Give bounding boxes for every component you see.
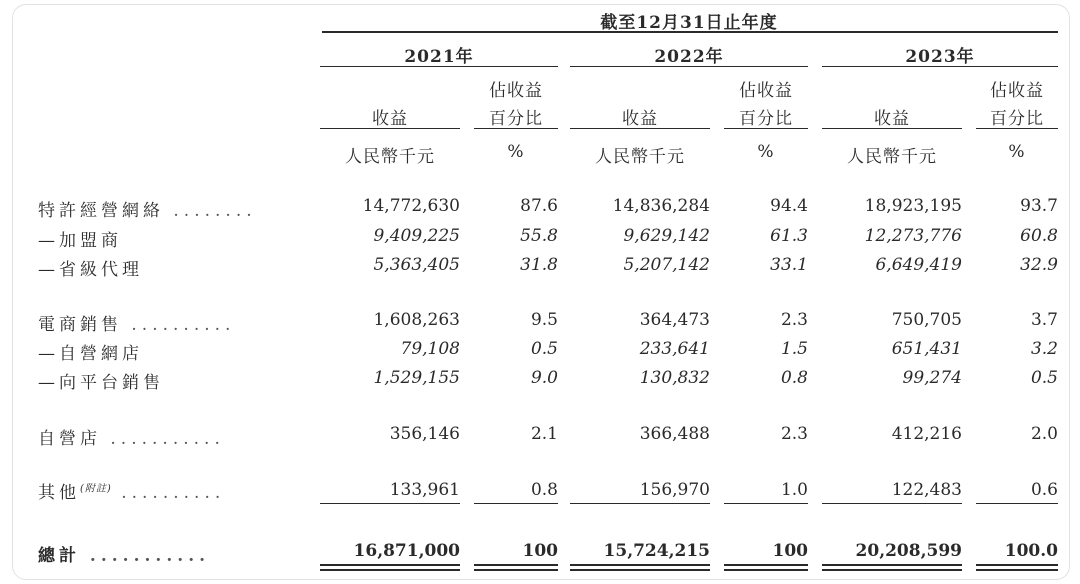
cell: 12,273,776 <box>864 226 962 246</box>
cell: 20,208,599 <box>855 541 962 561</box>
subtotal-rule <box>474 503 558 504</box>
cell: 31.8 <box>520 255 558 275</box>
row-provincial-agent-label: —省級代理 <box>38 260 143 280</box>
col-revenue-2023: 收益 <box>874 109 910 129</box>
total-double-rule <box>570 564 710 571</box>
cell: 412,216 <box>891 424 962 444</box>
cell: 9.0 <box>530 368 558 388</box>
col-pct-line1-2021: 佔收益 <box>489 81 543 101</box>
unit-pct-2022: % <box>757 142 775 162</box>
cell: 16,871,000 <box>353 541 460 561</box>
cell: 0.8 <box>780 368 808 388</box>
col-pct-line2-2022: 百分比 <box>739 109 793 129</box>
unit-rmb-2022: 人民幣千元 <box>595 147 685 167</box>
row-others-label: 其他$^{(附註)}$ .......... <box>38 483 226 503</box>
unit-pct-2023: % <box>1008 142 1026 162</box>
rule-pct-2021 <box>474 128 558 129</box>
cell: 79,108 <box>400 339 460 359</box>
row-ecommerce-label: 電商銷售 .......... <box>38 315 236 335</box>
row-own-online-store-label: —自營網店 <box>38 344 143 364</box>
unit-rmb-2021: 人民幣千元 <box>345 147 435 167</box>
cell: 60.8 <box>1020 226 1058 246</box>
cell: 14,836,284 <box>612 196 710 216</box>
cell: 6,649,419 <box>875 255 962 275</box>
cell: 366,488 <box>639 424 710 444</box>
cell: 1.0 <box>780 480 808 500</box>
col-revenue-2021: 收益 <box>372 109 408 129</box>
cell: 2.1 <box>530 424 558 444</box>
total-double-rule <box>474 564 558 571</box>
cell: 1,608,263 <box>373 310 460 330</box>
unit-pct-2021: % <box>507 142 525 162</box>
subtotal-rule <box>976 503 1058 504</box>
row-franchisee-label: —加盟商 <box>38 231 122 251</box>
cell: 9,629,142 <box>623 226 710 246</box>
cell: 93.7 <box>1020 196 1058 216</box>
cell: 2.3 <box>780 424 808 444</box>
cell: 5,363,405 <box>373 255 460 275</box>
cell: 14,772,630 <box>362 196 460 216</box>
cell: 3.2 <box>1030 339 1058 359</box>
cell: 233,641 <box>639 339 710 359</box>
total-double-rule <box>724 564 808 571</box>
cell: 0.8 <box>530 480 558 500</box>
year-2023-rule <box>822 66 1058 67</box>
cell: 122,483 <box>891 480 962 500</box>
cell: 61.3 <box>770 226 808 246</box>
subtotal-rule <box>320 503 460 504</box>
total-double-rule <box>822 564 962 571</box>
cell: 1,529,155 <box>373 368 460 388</box>
cell: 100 <box>522 541 558 561</box>
cell: 32.9 <box>1020 255 1058 275</box>
rule-pct-2023 <box>976 128 1058 129</box>
cell: 15,724,215 <box>603 541 710 561</box>
cell: 87.6 <box>520 196 558 216</box>
row-franchise-label: 特許經營網絡 ........ <box>38 201 257 221</box>
period-rule <box>322 31 1058 33</box>
cell: 651,431 <box>891 339 962 359</box>
cell: 133,961 <box>389 480 460 500</box>
year-2021-header: 2021年 <box>404 47 474 67</box>
rule-rev-2023 <box>822 128 962 129</box>
cell: 1.5 <box>780 339 808 359</box>
cell: 356,146 <box>389 424 460 444</box>
rule-pct-2022 <box>724 128 808 129</box>
cell: 99,274 <box>902 368 962 388</box>
row-own-stores-label: 自營店 ........... <box>38 429 225 449</box>
cell: 18,923,195 <box>864 196 962 216</box>
cell: 2.3 <box>780 310 808 330</box>
year-2022-rule <box>570 66 808 67</box>
col-pct-line1-2023: 佔收益 <box>990 81 1044 101</box>
col-pct-line1-2022: 佔收益 <box>739 81 793 101</box>
rule-rev-2021 <box>320 128 460 129</box>
cell: 9,409,225 <box>373 226 460 246</box>
cell: 100 <box>772 541 808 561</box>
cell: 100.0 <box>1004 541 1058 561</box>
year-2023-header: 2023年 <box>905 47 975 67</box>
cell: 130,832 <box>639 368 710 388</box>
subtotal-rule <box>724 503 808 504</box>
col-pct-line2-2023: 百分比 <box>990 109 1044 129</box>
cell: 55.8 <box>520 226 558 246</box>
col-revenue-2022: 收益 <box>622 109 658 129</box>
cell: 2.0 <box>1030 424 1058 444</box>
period-header: 截至12月31日止年度 <box>600 13 778 33</box>
year-2021-rule <box>320 66 558 67</box>
subtotal-rule <box>570 503 710 504</box>
cell: 5,207,142 <box>623 255 710 275</box>
unit-rmb-2023: 人民幣千元 <box>847 147 937 167</box>
note-marker: (附註) <box>80 483 112 495</box>
year-2022-header: 2022年 <box>654 47 724 67</box>
cell: 0.6 <box>1030 480 1058 500</box>
total-double-rule <box>320 564 460 571</box>
row-total-label: 總計 ........... <box>38 546 211 566</box>
cell: 33.1 <box>770 255 808 275</box>
total-double-rule <box>976 564 1058 571</box>
cell: 3.7 <box>1030 310 1058 330</box>
cell: 0.5 <box>530 339 558 359</box>
subtotal-rule <box>822 503 962 504</box>
cell: 364,473 <box>639 310 710 330</box>
cell: 9.5 <box>530 310 558 330</box>
cell: 750,705 <box>891 310 962 330</box>
cell: 94.4 <box>770 196 808 216</box>
cell: 156,970 <box>639 480 710 500</box>
cell: 0.5 <box>1030 368 1058 388</box>
col-pct-line2-2021: 百分比 <box>489 109 543 129</box>
rule-rev-2022 <box>570 128 710 129</box>
row-platform-sales-label: —向平台銷售 <box>38 373 164 393</box>
